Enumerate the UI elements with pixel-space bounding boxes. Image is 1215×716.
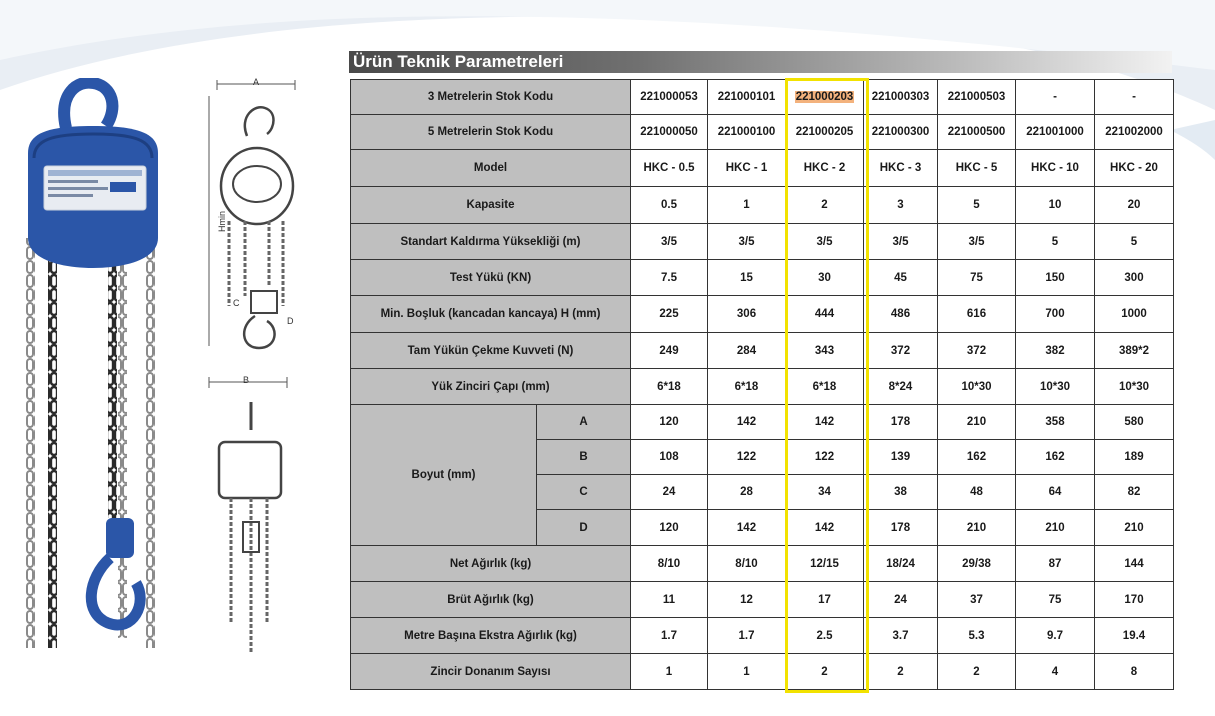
value-cell: HKC - 3 (864, 150, 938, 187)
table-row (351, 582, 1174, 618)
row-label: Tam Yükün Çekme Kuvveti (N) (351, 333, 631, 369)
value-cell: 142 (786, 510, 864, 546)
value-cell: 45 (864, 260, 938, 296)
value-cell: HKC - 1 (708, 150, 786, 187)
row-label: Min. Boşluk (kancadan kancaya) H (mm) (351, 296, 631, 333)
value-cell: 3/5 (864, 224, 938, 260)
boyut-group-label: Boyut (mm) (351, 405, 537, 546)
value-cell: 75 (938, 260, 1016, 296)
value-cell: 64 (1016, 475, 1095, 510)
value-cell: 382 (1016, 333, 1095, 369)
table-row (351, 618, 1174, 654)
value-cell: 210 (938, 405, 1016, 440)
table-row (351, 369, 1174, 405)
value-cell: 24 (631, 475, 708, 510)
value-cell: 3/5 (938, 224, 1016, 260)
value-cell: HKC - 5 (938, 150, 1016, 187)
value-cell: 4 (1016, 654, 1095, 690)
value-cell: 225 (631, 296, 708, 333)
value-cell: 221002000 (1095, 115, 1174, 150)
value-cell: 3/5 (786, 224, 864, 260)
value-cell: 3 (864, 187, 938, 224)
table-row (351, 187, 1174, 224)
value-cell: 142 (708, 405, 786, 440)
chain-hoist-image (18, 78, 168, 653)
value-cell: 221000101 (708, 80, 786, 115)
table-row (351, 115, 1174, 150)
value-cell: 18/24 (864, 546, 938, 582)
value-cell: 144 (1095, 546, 1174, 582)
value-cell: 142 (708, 510, 786, 546)
value-cell: 178 (864, 405, 938, 440)
value-cell: 221000205 (786, 115, 864, 150)
value-cell: 6*18 (786, 369, 864, 405)
value-cell: 1.7 (708, 618, 786, 654)
value-cell: 24 (864, 582, 938, 618)
value-cell: 221001000 (1016, 115, 1095, 150)
value-cell: 11 (631, 582, 708, 618)
row-label: Net Ağırlık (kg) (351, 546, 631, 582)
value-cell: 142 (786, 405, 864, 440)
value-cell: 75 (1016, 582, 1095, 618)
value-cell: 249 (631, 333, 708, 369)
value-cell: 7.5 (631, 260, 708, 296)
row-label: Brüt Ağırlık (kg) (351, 582, 631, 618)
value-cell: 30 (786, 260, 864, 296)
value-cell: 122 (708, 440, 786, 475)
section-title: Ürün Teknik Parametreleri (349, 51, 1172, 73)
value-cell: 700 (1016, 296, 1095, 333)
value-cell: 300 (1095, 260, 1174, 296)
value-cell: 221000500 (938, 115, 1016, 150)
table-row (351, 546, 1174, 582)
row-label: Zincir Donanım Sayısı (351, 654, 631, 690)
value-cell: 122 (786, 440, 864, 475)
value-cell: 10*30 (1016, 369, 1095, 405)
row-label: Test Yükü (KN) (351, 260, 631, 296)
value-cell: 3/5 (631, 224, 708, 260)
value-cell: 170 (1095, 582, 1174, 618)
row-label: Kapasite (351, 187, 631, 224)
value-cell: 1 (708, 654, 786, 690)
value-cell: 1000 (1095, 296, 1174, 333)
value-cell: 48 (938, 475, 1016, 510)
value-cell: 0.5 (631, 187, 708, 224)
value-cell: 139 (864, 440, 938, 475)
row-label: Model (351, 150, 631, 187)
value-cell: 343 (786, 333, 864, 369)
value-cell: 389*2 (1095, 333, 1174, 369)
boyut-sub-label: D (537, 510, 631, 546)
value-cell: 221000050 (631, 115, 708, 150)
value-cell: 284 (708, 333, 786, 369)
boyut-sub-label: A (537, 405, 631, 440)
value-cell: 20 (1095, 187, 1174, 224)
value-cell: - (1016, 80, 1095, 115)
value-cell: 444 (786, 296, 864, 333)
dim-label-c: C (233, 298, 240, 308)
value-cell: 19.4 (1095, 618, 1174, 654)
value-cell: 221000503 (938, 80, 1016, 115)
value-cell: 1 (708, 187, 786, 224)
value-cell: 2 (938, 654, 1016, 690)
value-cell: 29/38 (938, 546, 1016, 582)
value-cell: 2 (864, 654, 938, 690)
value-cell: 358 (1016, 405, 1095, 440)
dim-label-hmin: Hmin (217, 210, 227, 232)
value-cell: 38 (864, 475, 938, 510)
value-cell: 210 (1095, 510, 1174, 546)
value-cell: 221000100 (708, 115, 786, 150)
row-label: 5 Metrelerin Stok Kodu (351, 115, 631, 150)
value-cell: 5.3 (938, 618, 1016, 654)
value-cell: 9.7 (1016, 618, 1095, 654)
value-cell: 2 (786, 654, 864, 690)
value-cell: 178 (864, 510, 938, 546)
value-cell: 37 (938, 582, 1016, 618)
value-cell: 150 (1016, 260, 1095, 296)
dim-label-a: A (253, 77, 260, 87)
value-cell: 108 (631, 440, 708, 475)
value-cell: 2 (786, 187, 864, 224)
value-cell: 1.7 (631, 618, 708, 654)
value-cell: 210 (1016, 510, 1095, 546)
value-cell: 6*18 (631, 369, 708, 405)
table-row (351, 333, 1174, 369)
table-row (351, 405, 1174, 440)
value-cell: 210 (938, 510, 1016, 546)
row-label: Yük Zinciri Çapı (mm) (351, 369, 631, 405)
value-cell: 6*18 (708, 369, 786, 405)
value-cell: 87 (1016, 546, 1095, 582)
value-cell: 162 (1016, 440, 1095, 475)
value-cell: 1 (631, 654, 708, 690)
value-cell: 12/15 (786, 546, 864, 582)
value-cell: HKC - 0.5 (631, 150, 708, 187)
value-cell: 8*24 (864, 369, 938, 405)
value-cell: 616 (938, 296, 1016, 333)
value-cell: 5 (1016, 224, 1095, 260)
value-cell: 17 (786, 582, 864, 618)
value-cell: 372 (938, 333, 1016, 369)
value-cell: 162 (938, 440, 1016, 475)
boyut-sub-label: C (537, 475, 631, 510)
value-cell: 34 (786, 475, 864, 510)
value-cell: 5 (1095, 224, 1174, 260)
value-cell: 5 (938, 187, 1016, 224)
value-cell: HKC - 10 (1016, 150, 1095, 187)
value-cell: 28 (708, 475, 786, 510)
side-view-drawing (195, 372, 305, 662)
value-cell: 8/10 (631, 546, 708, 582)
value-cell: HKC - 2 (786, 150, 864, 187)
value-cell: 221000053 (631, 80, 708, 115)
value-cell: - (1095, 80, 1174, 115)
front-view-drawing (195, 76, 305, 356)
value-cell: 15 (708, 260, 786, 296)
value-cell: 486 (864, 296, 938, 333)
value-cell: 306 (708, 296, 786, 333)
value-cell: 10*30 (938, 369, 1016, 405)
row-label: Standart Kaldırma Yüksekliği (m) (351, 224, 631, 260)
value-cell: 82 (1095, 475, 1174, 510)
dim-label-d: D (287, 316, 294, 326)
table-row (351, 80, 1174, 115)
value-cell: 8/10 (708, 546, 786, 582)
value-cell (786, 80, 864, 115)
value-cell: 221000303 (864, 80, 938, 115)
row-label: 3 Metrelerin Stok Kodu (351, 80, 631, 115)
row-label: Metre Başına Ekstra Ağırlık (kg) (351, 618, 631, 654)
value-cell: 120 (631, 405, 708, 440)
value-cell: 580 (1095, 405, 1174, 440)
table-row (351, 260, 1174, 296)
value-cell: 3/5 (708, 224, 786, 260)
value-cell: 120 (631, 510, 708, 546)
value-cell: 221000300 (864, 115, 938, 150)
value-cell: 10*30 (1095, 369, 1174, 405)
value-cell: 8 (1095, 654, 1174, 690)
value-cell: 2.5 (786, 618, 864, 654)
value-cell: 10 (1016, 187, 1095, 224)
dim-label-b: B (243, 375, 250, 385)
value-cell: HKC - 20 (1095, 150, 1174, 187)
table-row (351, 224, 1174, 260)
boyut-sub-label: B (537, 440, 631, 475)
table-row (351, 654, 1174, 690)
spec-table (350, 79, 1174, 690)
table-row (351, 296, 1174, 333)
table-row (351, 150, 1174, 187)
value-cell: 3.7 (864, 618, 938, 654)
value-cell: 189 (1095, 440, 1174, 475)
value-cell: 12 (708, 582, 786, 618)
highlighted-stock-code: 221000203 (795, 91, 854, 103)
value-cell: 372 (864, 333, 938, 369)
